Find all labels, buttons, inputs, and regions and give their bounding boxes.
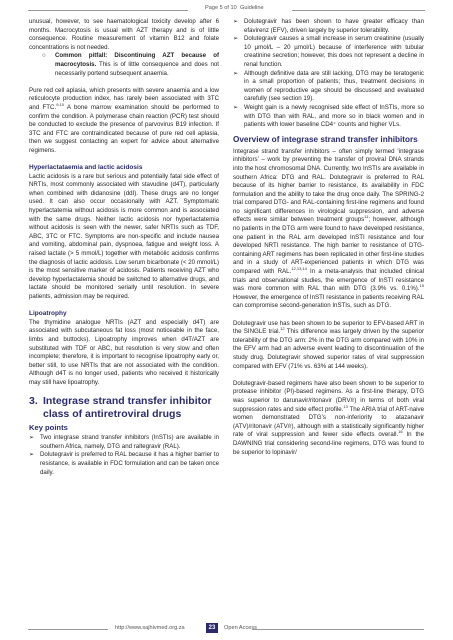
paragraph: Dolutegravir-based regimens have also been shown to be superior to protease inhibitor (PI)-based regimens. As a first-line therapy, DTG was superior to darunavir/ritonavir (DRV/r) in terms of both viral suppression rates and side effect profile.$^{13}$ The ARIA trial of ART-naive women demonstrated DTG’s non-inferiority to atazanavir (ATV)/ritonavir (ATV/r), although with a statistically significantly higher rate of viral suppression and fewer side effects overall.$^{16}$ In the DAWNING trial considering second-line regimens, DTG was found to be superior to lopinavir/ bbox=[233, 379, 424, 456]
header-rule-right bbox=[292, 10, 425, 11]
paragraph: Pure red cell aplasia, which presents with severe anaemia and a low reticulocyte production index, has rarely been associated with 3TC and FTC.$^{9,10}$ A bone marrow examination should be performed to confirm the condition. A polymerase chain reaction (PCR) test should be conducted to exclude the presence of parvovirus B19 infection. If 3TC and FTC are contraindicated because of pure red cell aplasia, then we suggest contacting an expert for advice about alternative regimens. bbox=[29, 86, 219, 154]
key-points-list bbox=[29, 434, 219, 477]
pitfall-label: Common pitfall: Discontinuing AZT because of macrocytosis. bbox=[55, 52, 219, 68]
header-page-number: Page 5 of 10 bbox=[205, 5, 237, 11]
key-points-heading: Key points bbox=[29, 422, 68, 432]
header-rule-left bbox=[28, 10, 188, 11]
paragraph: Dolutegravir use has been shown to be superior to EFV-based ART in the SINGLE trial.$^{12}$ This difference was largely driven by the superior tolerability of the DTG arm: 2% in the DTG arm compared with 10% in the EFV arm had an adverse event leading to discontinuation of the study drug. Dolutegravir showed superior rates of viral suppression compared with EFV (71% vs. 63% at 144 weeks). bbox=[233, 319, 425, 370]
footer-page-number: 23 bbox=[206, 623, 218, 633]
footer-url-link[interactable]: http://www.sajhivmed.org.za bbox=[115, 625, 185, 631]
list-item: ➢ Two integrase strand transfer inhibitors (InSTIs) are available in southern Africa, namely, DTG and raltegravir (RAL). bbox=[29, 434, 219, 450]
right-column bbox=[233, 18, 424, 457]
page-footer bbox=[0, 624, 453, 636]
subheading-lipoatrophy: Lipoatrophy bbox=[29, 310, 67, 318]
sub-bullet bbox=[29, 52, 219, 78]
arrow-bullet-icon: ➢ bbox=[233, 19, 239, 25]
paragraph: Lactic acidosis is a rare but serious and potentially fatal side effect of NRTIs, most commonly associated with stavudine (d4T), particularly when combined with didanosine (ddI). These drugs are no longer used. It can also occur occasionally with AZT. Symptomatic hyperlactatemia without acidosis is more common and is associated with the same drugs. Neither lactic acidosis nor hyperlactatemia without acidosis is seen with the newer, safer NRTIs such as TDF, ABC, 3TC or FTC. Symptoms are non-specific and include nausea and vomiting, abdominal pain, dyspnoea, fatigue and weight loss. A raised lactate (> 5 mmol/L) together with metabolic acidosis confirms the diagnosis of lactic acidosis. Low serum bicarbonate (< 20 mmol/L) is the most sensitive marker of acidosis. Patients receiving AZT who develop hyperlactatemia should be switched to alternative drugs, and lactate should be monitored serially until resolution. In severe patients, admission may be required. bbox=[29, 172, 219, 300]
section-heading: 3. Integrase strand transfer inhibitor class of antiretroviral drugs bbox=[29, 394, 212, 420]
footer-rule-left bbox=[28, 629, 108, 630]
list-item: ➢ Dolutegravir is preferred to RAL because it has a higher barrier to resistance, is available in FDC formulation and can be taken once daily. bbox=[29, 451, 219, 476]
list-item: ➢ Although definitive data are still lacking, DTG may be teratogenic in a small proportion of patients; thus, treatment decisions in women of reproductive age should be discussed and evaluated carefully (see section 19). bbox=[233, 69, 424, 103]
arrow-bullet-icon: ➢ bbox=[233, 70, 239, 77]
key-points-list-continued bbox=[233, 18, 424, 130]
subheading-lactic-acidosis: Hyperlactataemia and lactic acidosis bbox=[29, 164, 143, 172]
list-item: ➢ Dolutegravir has been shown to have greater efficacy than efavirenz (EFV), driven largely by superior tolerability. bbox=[233, 18, 424, 34]
overview-heading: Overview of integrase strand transfer inhibitors bbox=[233, 134, 418, 144]
arrow-bullet-icon: ➢ bbox=[233, 36, 239, 43]
paragraph: unusual, however, to see haematological toxicity develop after 6 months. Macrocytosis is usual with AZT therapy and is of little consequence. Routine measurement of vitamin B12 and folate concentrations is not needed. bbox=[29, 18, 219, 51]
page-header bbox=[0, 4, 453, 16]
footer-rule-right bbox=[252, 629, 424, 630]
paragraph: Integrase strand transfer inhibitors – often simply termed ‘integrase inhibitors’ – work by preventing the transfer of proviral DNA strands into the host chromosomal DNA. Currently, two InSTIs are available in southern Africa: DTG and RAL. Dolutegravir is preferred to RAL because of its higher barrier to resistance, its availability in FDC formulation and the ability to take the drug once daily. The SPRING-2 trial compared DTG- and RAL-containing first-line regimens and found no significant differences in virological suppression, and adverse effects were similar between treatment groups$^{11}$; however, although no patients in the DTG arm were found to have developed resistance, one patient in the RAL arm developed InSTI resistance and four developed NRTI resistance. The high barrier to resistance of DTG-containing ART regimens has been replicated in other first-line studies and in a study of ART-experienced patients in which DTG was compared with RAL.$^{12,13,14}$ In a meta-analysis that included clinical trials and observational studies, the emergence of InSTI resistance was more common with RAL than with DTG (3.9% vs. 0.1%).$^{15}$ However, the emergence of InSTI resistance in patients receiving RAL can compromise second-generation InSTIs, such as DTG. bbox=[233, 147, 424, 310]
arrow-bullet-icon: ➢ bbox=[29, 452, 35, 459]
header-section: Guideline bbox=[240, 5, 264, 11]
left-column bbox=[29, 18, 219, 477]
arrow-bullet-icon: ➢ bbox=[29, 435, 35, 442]
paragraph: The thymidine analogue NRTIs (AZT and especially d4T) are associated with subcutaneous fat loss (most noticeable in the face, limbs and buttocks). Lipoatrophy improves when d4T/AZT are substituted with TDF or ABC, but resolution is very slow and often incomplete; therefore, it is important to recognise lipoatrophy early or, better still, to use NRTIs that are not associated with the condition. Although d4T is no longer used, patients who received it historically may still have lipoatrophy. bbox=[29, 318, 219, 386]
list-item: ➢ Dolutegravir causes a small increase in serum creatinine (usually 10 µmol/L – 20 µmol/L) because of interference with tubular creatinine secretion; however, this does not represent a decline in renal function. bbox=[233, 35, 424, 68]
arrow-bullet-icon: ➢ bbox=[233, 104, 239, 111]
pitfall-text: This is of little consequence and does not necessarily portend subsequent anaemia. bbox=[55, 60, 219, 77]
footer-open-access: Open Access bbox=[224, 625, 257, 631]
list-item: ➢ Weight gain is a newly recognised side effect of InSTIs, more so with DTG than with RAL, and more so in black women and in patients with lower baseline CD4⁺ counts and higher VLs. bbox=[233, 103, 424, 129]
bullet-circle-icon: ○ bbox=[42, 52, 46, 60]
